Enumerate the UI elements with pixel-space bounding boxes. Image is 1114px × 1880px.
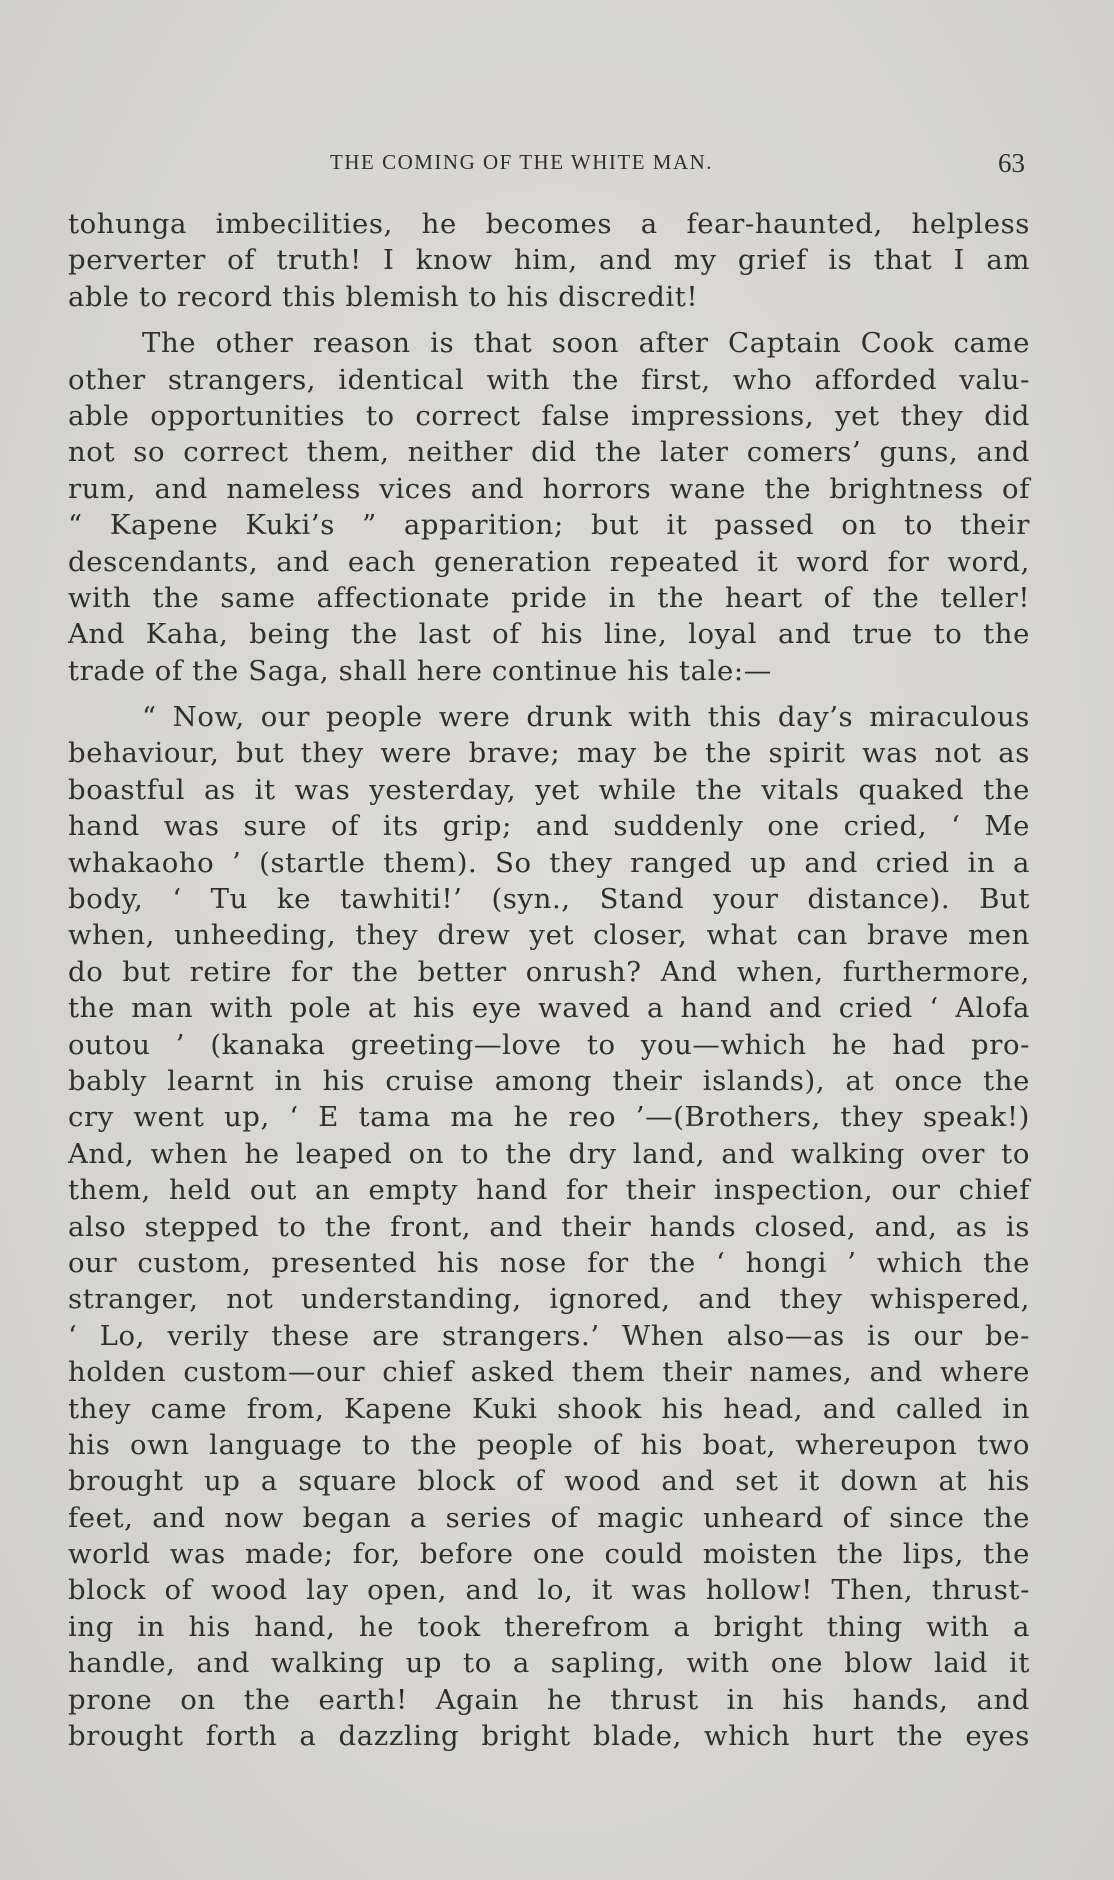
- text-line: descendants, and each generation repeated it word for word,: [68, 545, 1030, 578]
- page-number: 63: [998, 148, 1025, 178]
- text-line: when, unheeding, they drew yet closer, what can brave men: [68, 919, 1030, 952]
- text-line: holden custom—our chief asked them their names, and where: [68, 1356, 1030, 1389]
- text-line: “ Kapene Kuki’s ” apparition; but it passed on to their: [68, 509, 1030, 542]
- text-line: ing in his hand, he took therefrom a bright thing with a: [68, 1610, 1030, 1643]
- text-line: boastful as it was yesterday, yet while the vitals quaked the: [68, 773, 1030, 806]
- text-line: The other reason is that soon after Captain Cook came: [142, 327, 1030, 360]
- text-line: also stepped to the front, and their hands closed, and, as is: [68, 1210, 1030, 1243]
- text-line: perverter of truth! I know him, and my grief is that I am: [68, 244, 1030, 277]
- text-line: they came from, Kapene Kuki shook his head, and called in: [68, 1392, 1030, 1425]
- text-line: whakaoho ’ (startle them). So they ranged up and cried in a: [68, 846, 1030, 879]
- text-line: hand was sure of its grip; and suddenly one cried, ‘ Me: [68, 810, 1030, 843]
- text-line: prone on the earth! Again he thrust in his hands, and: [68, 1683, 1030, 1716]
- text-line: behaviour, but they were brave; may be the spirit was not as: [68, 737, 1030, 770]
- text-line: able opportunities to correct false impressions, yet they did: [68, 399, 1030, 432]
- text-line: not so correct them, neither did the later comers’ guns, and: [68, 436, 1030, 469]
- text-line: do but retire for the better onrush? And when, furthermore,: [68, 955, 1030, 988]
- text-line: And, when he leaped on to the dry land, and walking over to: [68, 1137, 1030, 1170]
- body-text: [68, 206, 1030, 1754]
- text-line: body, ‘ Tu ke tawhiti!’ (syn., Stand your distance). But: [68, 883, 1030, 916]
- text-line: them, held out an empty hand for their inspection, our chief: [68, 1174, 1030, 1207]
- text-line: cry went up, ‘ E tama ma he reo ’—(Brothers, they speak!): [68, 1101, 1030, 1134]
- text-line: able to record this blemish to his discredit!: [68, 280, 699, 313]
- text-line: world was made; for, before one could moisten the lips, the: [68, 1538, 1030, 1571]
- text-line: our custom, presented his nose for the ‘ hongi ’ which the: [68, 1246, 1030, 1279]
- running-head-title: THE COMING OF THE WHITE MAN.: [330, 150, 714, 174]
- text-line: And Kaha, being the last of his line, loyal and true to the: [68, 618, 1030, 651]
- text-line: feet, and now began a series of magic unheard of since the: [68, 1501, 1030, 1534]
- text-line: tohunga imbecilities, he becomes a fear-haunted, helpless: [68, 208, 1030, 240]
- text-line: block of wood lay open, and lo, it was hollow! Then, thrust-: [68, 1574, 1030, 1607]
- text-line: other strangers, identical with the first, who afforded valu-: [68, 363, 1030, 396]
- text-line: his own language to the people of his boat, whereupon two: [68, 1428, 1030, 1461]
- text-line: handle, and walking up to a sapling, with one blow laid it: [68, 1647, 1030, 1680]
- text-line: stranger, not understanding, ignored, and they whispered,: [68, 1283, 1030, 1316]
- text-line: ‘ Lo, verily these are strangers.’ When also—as is our be-: [68, 1319, 1030, 1352]
- text-line: the man with pole at his eye waved a hand and cried ‘ Alofa: [68, 992, 1030, 1025]
- text-line: brought up a square block of wood and set it down at his: [68, 1465, 1030, 1498]
- text-line: outou ’ (kanaka greeting—love to you—which he had pro-: [68, 1028, 1030, 1061]
- text-line: with the same affectionate pride in the heart of the teller!: [68, 581, 1030, 614]
- text-line: brought forth a dazzling bright blade, which hurt the eyes: [68, 1720, 1030, 1753]
- text-line: “ Now, our people were drunk with this day’s miraculous: [142, 701, 1030, 734]
- text-line: trade of the Saga, shall here continue his tale:—: [68, 654, 772, 687]
- text-line: rum, and nameless vices and horrors wane the brightness of: [68, 472, 1030, 505]
- text-line: bably learnt in his cruise among their islands), at once the: [68, 1064, 1030, 1097]
